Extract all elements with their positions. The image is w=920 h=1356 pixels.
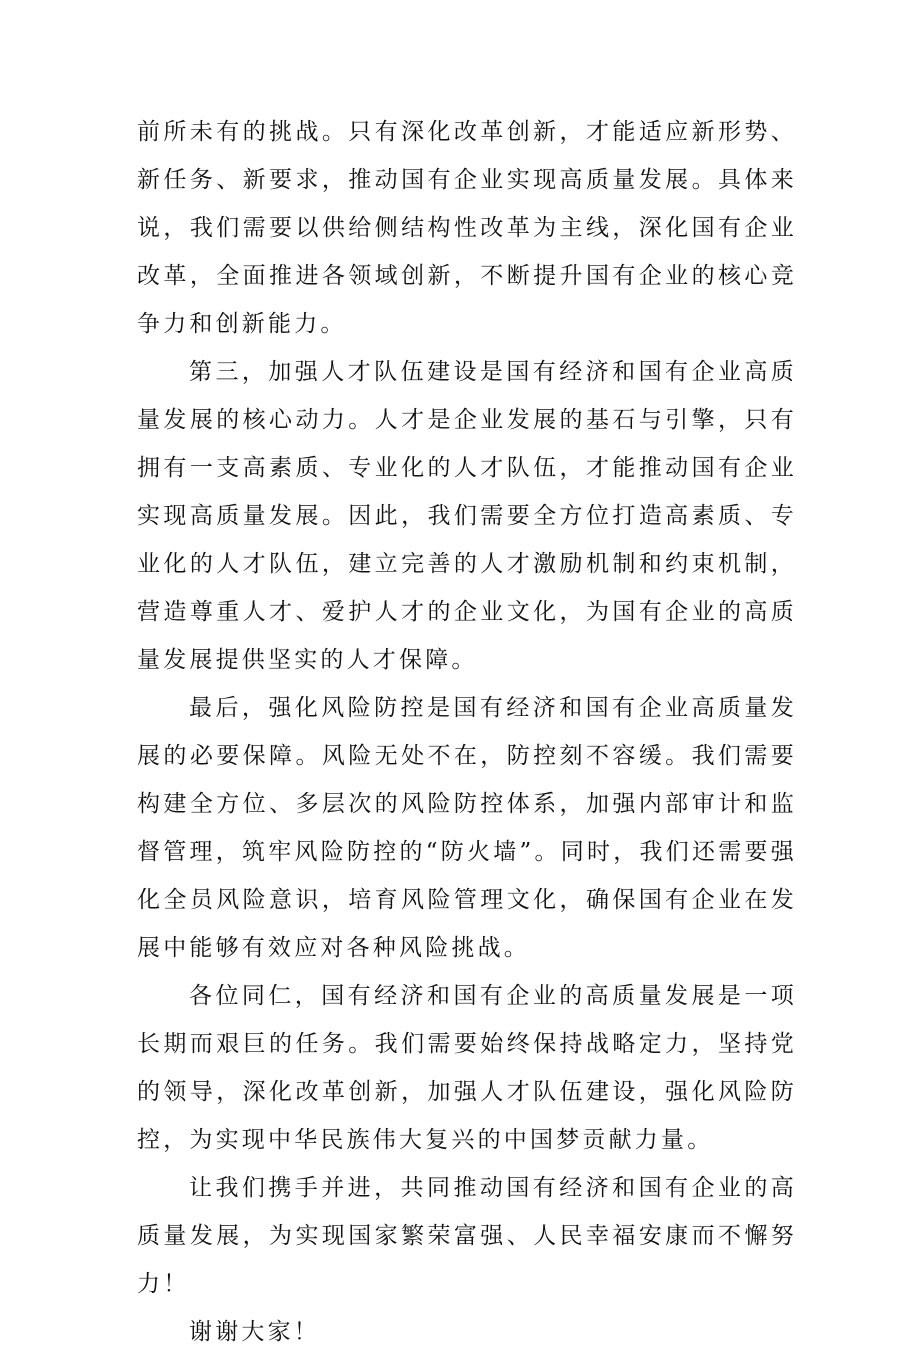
paragraph-reform-innovation: 前所未有的挑战。只有深化改革创新，才能适应新形势、新任务、新要求，推动国有企业实现高质量发展。具体来说，我们需要以供给侧结构性改革为主线，深化国有企业改革，全面推进各领域创新，不断提升国有企业的核心竞争力和创新能力。 bbox=[137, 119, 797, 337]
paragraph-colleagues: 各位同仁，国有经济和国有企业的高质量发展是一项长期而艰巨的任务。我们需要始终保持战略定力，坚持党的领导，深化改革创新，加强人才队伍建设，强化风险防控，为实现中华民族伟大复兴的中国梦贡献力量。 bbox=[137, 983, 797, 1153]
paragraph-thanks: 谢谢大家！ bbox=[189, 1319, 320, 1345]
paragraph-talent-team: 第三，加强人才队伍建设是国有经济和国有企业高质量发展的核心动力。人才是企业发展的基石与引擎，只有拥有一支高素质、专业化的人才队伍，才能推动国有企业实现高质量发展。因此，我们需要全方位打造高素质、专业化的人才队伍，建立完善的人才激励机制和约束机制，营造尊重人才、爱护人才的企业文化，为国有企业的高质量发展提供坚实的人才保障。 bbox=[137, 359, 797, 673]
paragraph-risk-control: 最后，强化风险防控是国有经济和国有企业高质量发展的必要保障。风险无处不在，防控刻不容缓。我们需要构建全方位、多层次的风险防控体系，加强内部审计和监督管理，筑牢风险防控的“防火墙”。同时，我们还需要强化全员风险意识，培育风险管理文化，确保国有企业在发展中能够有效应对各种风险挑战。 bbox=[137, 695, 797, 961]
speech-body bbox=[137, 108, 797, 1356]
paragraph-call-to-action: 让我们携手并进，共同推动国有经济和国有企业的高质量发展，为实现国家繁荣富强、人民幸福安康而不懈努力！ bbox=[137, 1175, 797, 1297]
